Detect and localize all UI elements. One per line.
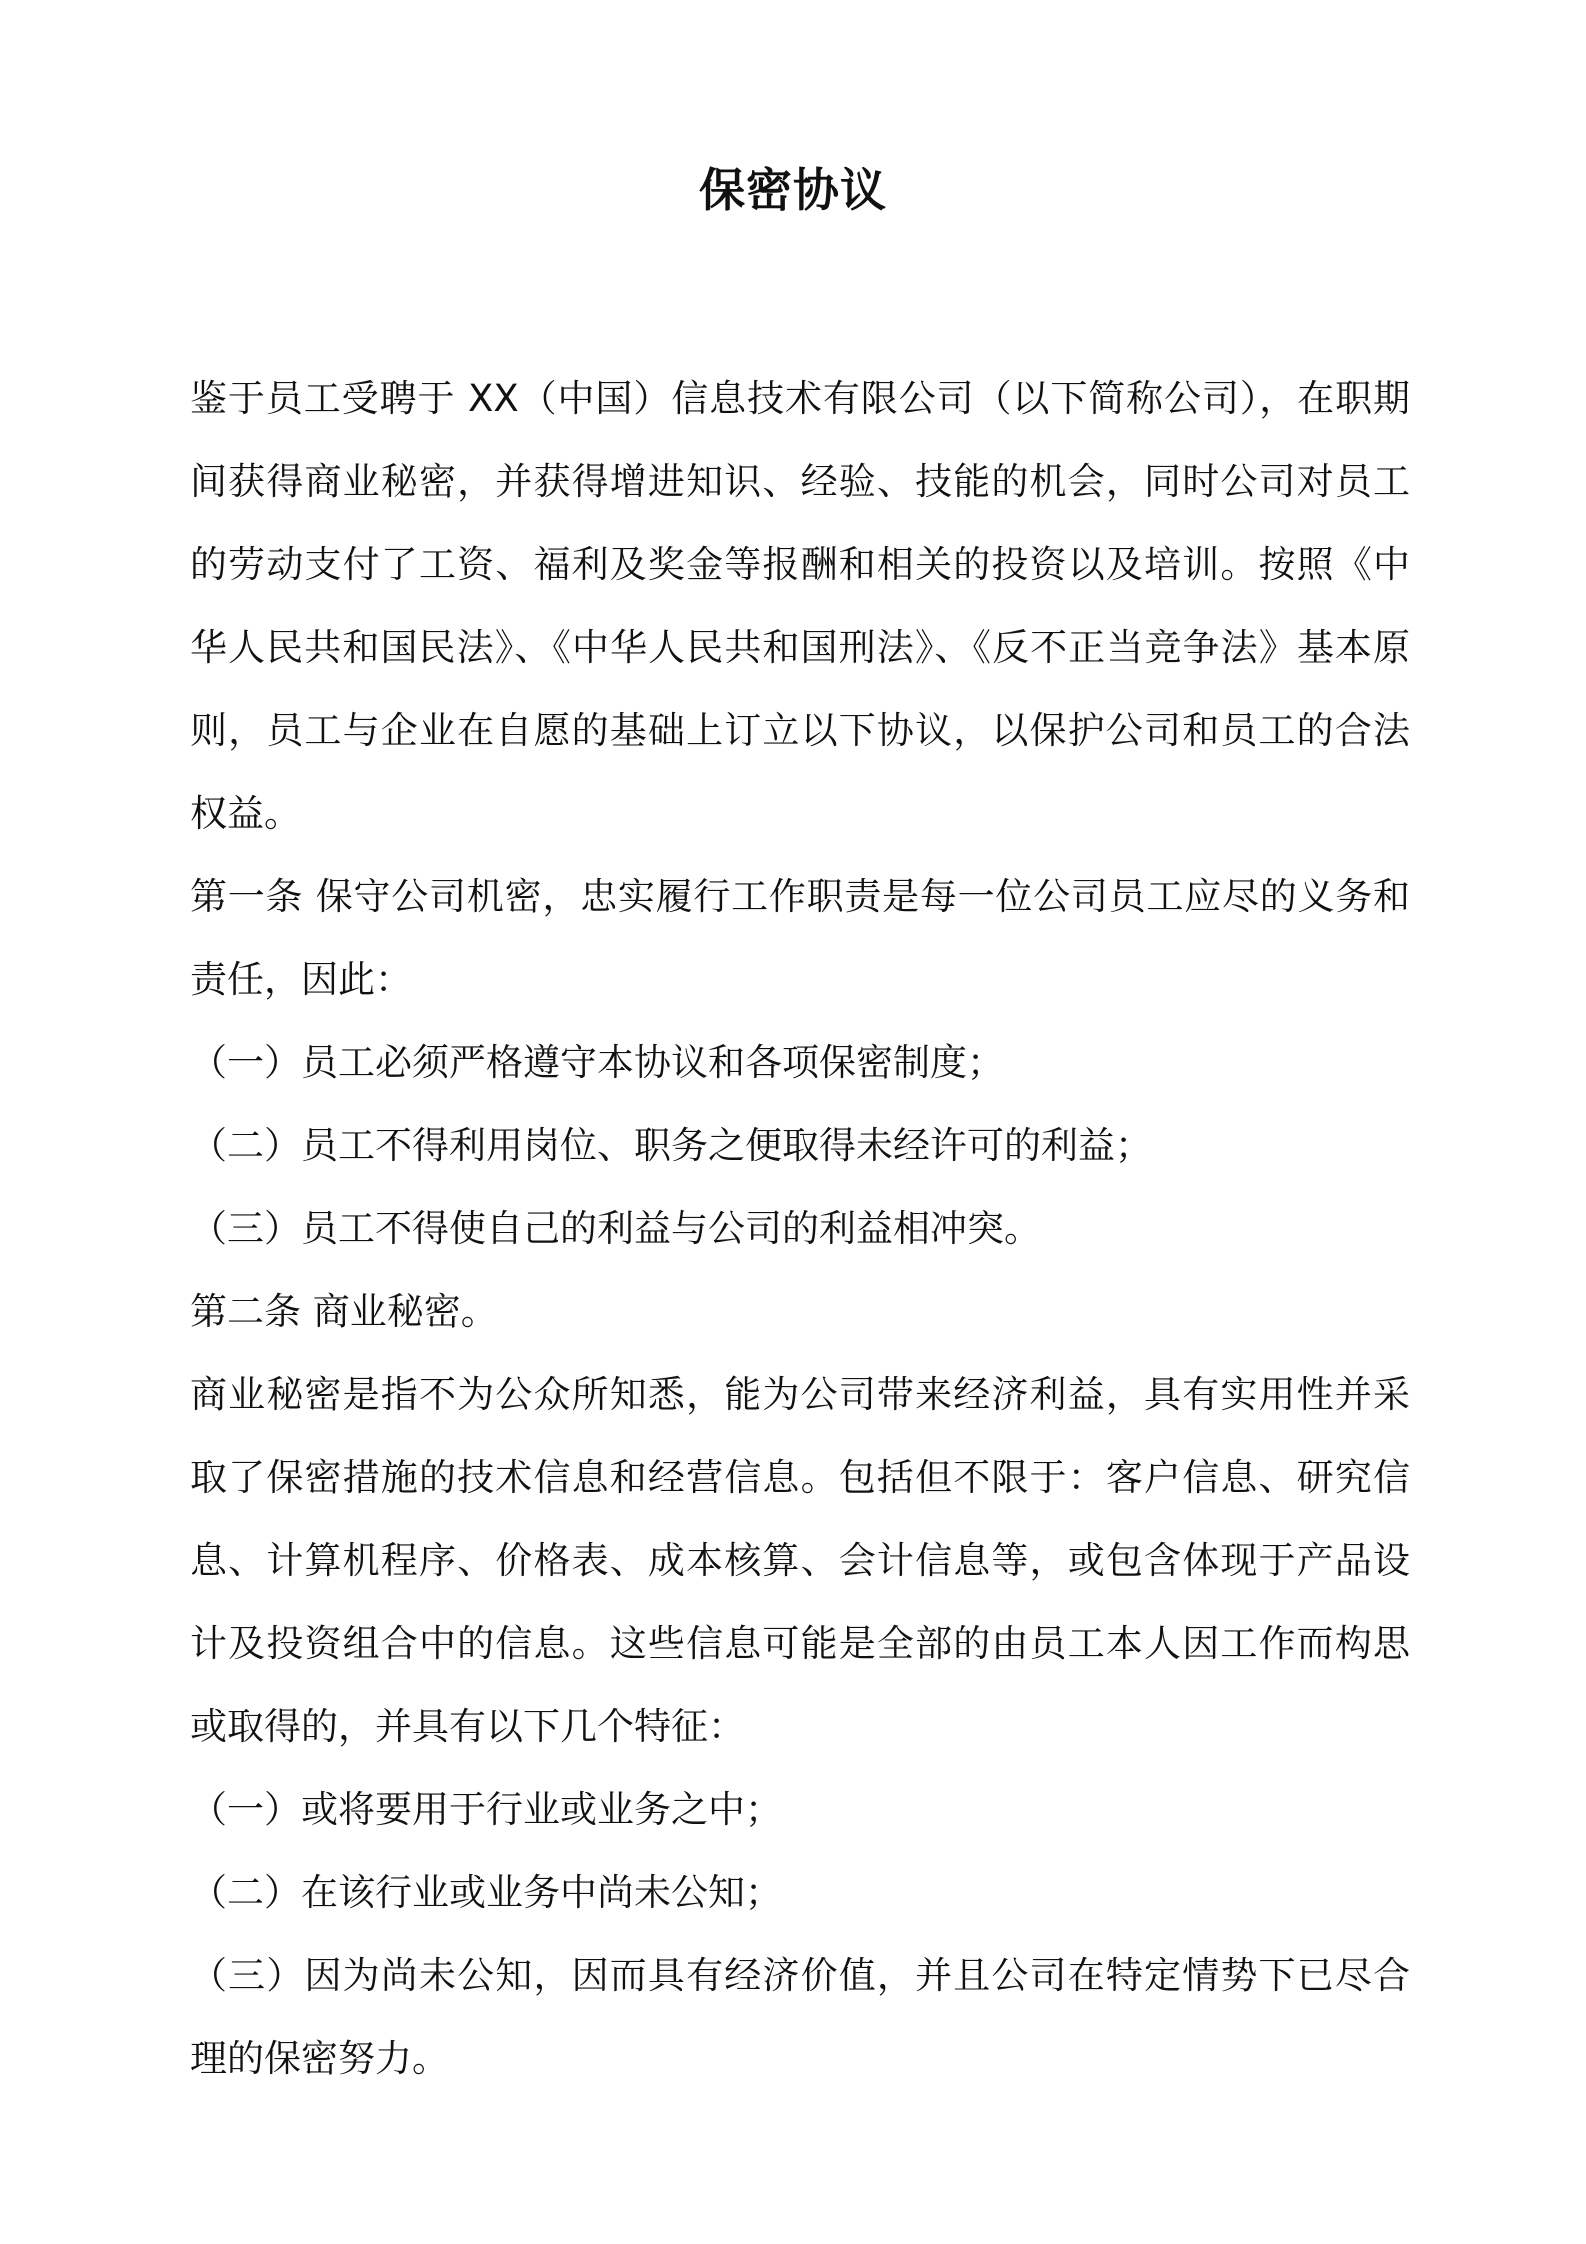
document-title: 保密协议 [699,163,887,217]
article-two-item-2: （二）在该行业或业务中尚未公知； [190,1871,782,1914]
trade-secret-definition: 商业秘密是指不为公众所知悉，能为公司带来经济利益，具有实用性并采取了保密措施的技术信息和经营信息。包括但不限于：客户信息、研究信息、计算机程序、价格表、成本核算、会计信息等，或包含体现于产品设计及投资组合中的信息。这些信息可能是全部的由员工本人因工作而构思或取得的，并具有以下几个特征： [190,1373,1410,1748]
article-two-heading: 第二条 商业秘密。 [190,1290,498,1333]
article-two-item-3: （三）因为尚未公知，因而具有经济价值，并且公司在特定情势下已尽合理的保密努力。 [190,1954,1410,2080]
article-one-item-3: （三）员工不得使自己的利益与公司的利益相冲突。 [190,1207,1041,1250]
article-two-item-1: （一）或将要用于行业或业务之中； [190,1788,782,1831]
preamble-paragraph: 鉴于员工受聘于 XX（中国）信息技术有限公司（以下简称公司），在职期间获得商业秘密，并获得增进知识、经验、技能的机会，同时公司对员工的劳动支付了工资、福利及奖金等报酬和相关的投资以及培训。按照《中华人民共和国民法》、《中华人民共和国刑法》、《反不正当竞争法》基本原则，员工与企业在自愿的基础上订立以下协议，以保护公司和员工的合法权益。 [190,377,1410,835]
article-one-item-2: （二）员工不得利用岗位、职务之便取得未经许可的利益； [190,1124,1152,1167]
article-one-item-1: （一）员工必须严格遵守本协议和各项保密制度； [190,1041,1004,1084]
document-body [190,357,1410,2100]
article-one-heading: 第一条 保守公司机密，忠实履行工作职责是每一位公司员工应尽的义务和责任，因此： [190,875,1410,1001]
